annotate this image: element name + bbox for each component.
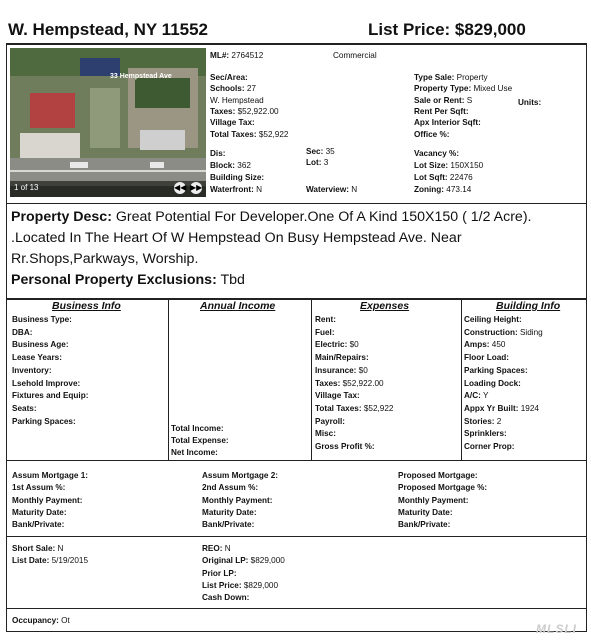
- expense-field: Fuel:: [315, 327, 335, 337]
- mortgage-field: Bank/Private:: [12, 520, 65, 530]
- next-photo-icon[interactable]: ▶▶: [190, 183, 203, 192]
- property-field: Waterfront: N: [210, 185, 262, 194]
- expense-field: Village Tax:: [315, 391, 360, 401]
- property-field: Sale or Rent: S: [414, 95, 473, 105]
- sale-field: Prior LP:: [202, 568, 237, 578]
- units-field: Units:: [518, 98, 542, 107]
- listing-type: Commercial: [333, 51, 377, 60]
- property-field: Lot Size: 150X150: [414, 161, 484, 170]
- business-info-field: Inventory:: [12, 365, 52, 375]
- property-field: Total Taxes: $52,922: [210, 129, 289, 139]
- annual-income-field: Total Expense:: [171, 436, 229, 445]
- building-info-field: Parking Spaces:: [464, 365, 528, 375]
- prev-photo-icon[interactable]: ◀◀: [174, 183, 187, 192]
- property-field: Waterview: N: [306, 185, 358, 194]
- property-field: Zoning: 473.14: [414, 185, 472, 194]
- property-field: W. Hempstead: [210, 95, 264, 105]
- property-field: Dis:: [210, 149, 226, 158]
- property-field: Block: 362: [210, 161, 251, 170]
- sale-field: Short Sale: N: [12, 544, 64, 553]
- building-info-field: Appx Yr Built: 1924: [464, 403, 539, 413]
- business-info-field: Business Age:: [12, 340, 69, 350]
- mortgage-field: Assum Mortgage 1:: [12, 471, 88, 480]
- mls-number: ML#: 2764512: [210, 51, 264, 60]
- property-field: Schools: 27: [210, 84, 256, 94]
- property-field: Vacancy %:: [414, 149, 460, 158]
- building-info-field: Floor Load:: [464, 353, 510, 363]
- mortgage-field: Proposed Mortgage %:: [398, 483, 488, 493]
- photo-counter: 1 of 13: [14, 183, 39, 192]
- property-field: Apx Interior Sqft:: [414, 118, 481, 128]
- expense-field: Misc:: [315, 429, 336, 439]
- building-info-field: Sprinklers:: [464, 429, 507, 439]
- sale-field: List Date: 5/19/2015: [12, 556, 89, 566]
- property-field: Lot Sqft: 22476: [414, 173, 473, 182]
- property-field: Lot: 3: [306, 158, 329, 168]
- property-field: Rent Per Sqft:: [414, 106, 469, 116]
- occupancy-field: Occupancy: Ot: [12, 616, 70, 625]
- property-field: Property Type: Mixed Use: [414, 84, 513, 94]
- mortgage-field: Bank/Private:: [202, 520, 255, 530]
- building-info-field: Ceiling Height:: [464, 315, 522, 324]
- building-info-field: Loading Dock:: [464, 378, 521, 388]
- property-field: Type Sale: Property: [414, 73, 488, 82]
- mortgage-field: Maturity Date:: [12, 507, 67, 517]
- business-info-title: Business Info: [52, 300, 121, 312]
- building-info-field: Construction: Siding: [464, 327, 543, 337]
- mlsli-watermark: MLSLI: [536, 622, 577, 636]
- mortgage-field: Bank/Private:: [398, 520, 451, 530]
- expense-field: Rent:: [315, 315, 336, 324]
- mortgage-field: Monthly Payment:: [202, 495, 273, 505]
- photo-street-label: 33 Hempstead Ave: [110, 73, 172, 80]
- mortgage-field: Monthly Payment:: [12, 495, 83, 505]
- expense-field: Main/Repairs:: [315, 353, 369, 363]
- property-field: Sec: 35: [306, 147, 335, 156]
- business-info-field: Business Type:: [12, 315, 72, 324]
- business-info-field: Parking Spaces:: [12, 416, 76, 426]
- property-field: Taxes: $52,922.00: [210, 106, 279, 116]
- sale-field: List Price: $829,000: [202, 580, 279, 590]
- mortgage-field: Assum Mortgage 2:: [202, 471, 278, 480]
- building-info-field: Stories: 2: [464, 416, 502, 426]
- property-aerial-photo[interactable]: [10, 48, 206, 197]
- expense-field: Taxes: $52,922.00: [315, 378, 384, 388]
- expense-field: Electric: $0: [315, 340, 359, 350]
- mortgage-field: Maturity Date:: [202, 507, 257, 517]
- property-location: W. Hempstead, NY 11552: [8, 20, 209, 39]
- business-info-field: DBA:: [12, 327, 33, 337]
- annual-income-field: Total Income:: [171, 424, 224, 433]
- mortgage-field: Proposed Mortgage:: [398, 471, 478, 480]
- aerial-image: [10, 48, 206, 197]
- annual-income-field: Net Income:: [171, 448, 218, 457]
- sale-field: REO: N: [202, 544, 231, 553]
- expense-field: Payroll:: [315, 416, 346, 426]
- property-field: Sec/Area:: [210, 73, 248, 82]
- expense-field: Total Taxes: $52,922: [315, 403, 394, 413]
- business-info-field: Lsehold Improve:: [12, 378, 81, 388]
- building-info-field: Corner Prop:: [464, 442, 515, 451]
- mortgage-field: Maturity Date:: [398, 507, 453, 517]
- business-info-field: Lease Years:: [12, 353, 62, 363]
- property-field: Office %:: [414, 129, 450, 139]
- expense-field: Insurance: $0: [315, 365, 368, 375]
- annual-income-title: Annual Income: [200, 300, 276, 312]
- building-info-field: A/C: Y: [464, 391, 489, 401]
- mortgage-field: 1st Assum %:: [12, 483, 66, 493]
- sale-field: Cash Down:: [202, 593, 250, 603]
- business-info-field: Seats:: [12, 403, 37, 413]
- sale-field: Original LP: $829,000: [202, 556, 285, 566]
- property-field: Village Tax:: [210, 118, 255, 128]
- mortgage-field: Monthly Payment:: [398, 495, 469, 505]
- expenses-title: Expenses: [360, 300, 410, 312]
- list-price-heading: List Price: $829,000: [368, 20, 526, 39]
- expense-field: Gross Profit %:: [315, 442, 375, 451]
- business-info-field: Fixtures and Equip:: [12, 391, 89, 401]
- property-description: Property Desc: Great Potential For Developer.One Of A Kind 150X150 ( 1/2 Acre). .Located In The Heart Of W Hempstead On Busy Hempstead Ave. Near Rr.Shops,Parkways, Worship. Personal Property Exclusions: Tbd: [11, 209, 532, 288]
- property-field: Building Size:: [210, 173, 265, 182]
- building-info-field: Amps: 450: [464, 340, 506, 350]
- mortgage-field: 2nd Assum %:: [202, 483, 259, 493]
- building-info-title: Building Info: [496, 300, 561, 312]
